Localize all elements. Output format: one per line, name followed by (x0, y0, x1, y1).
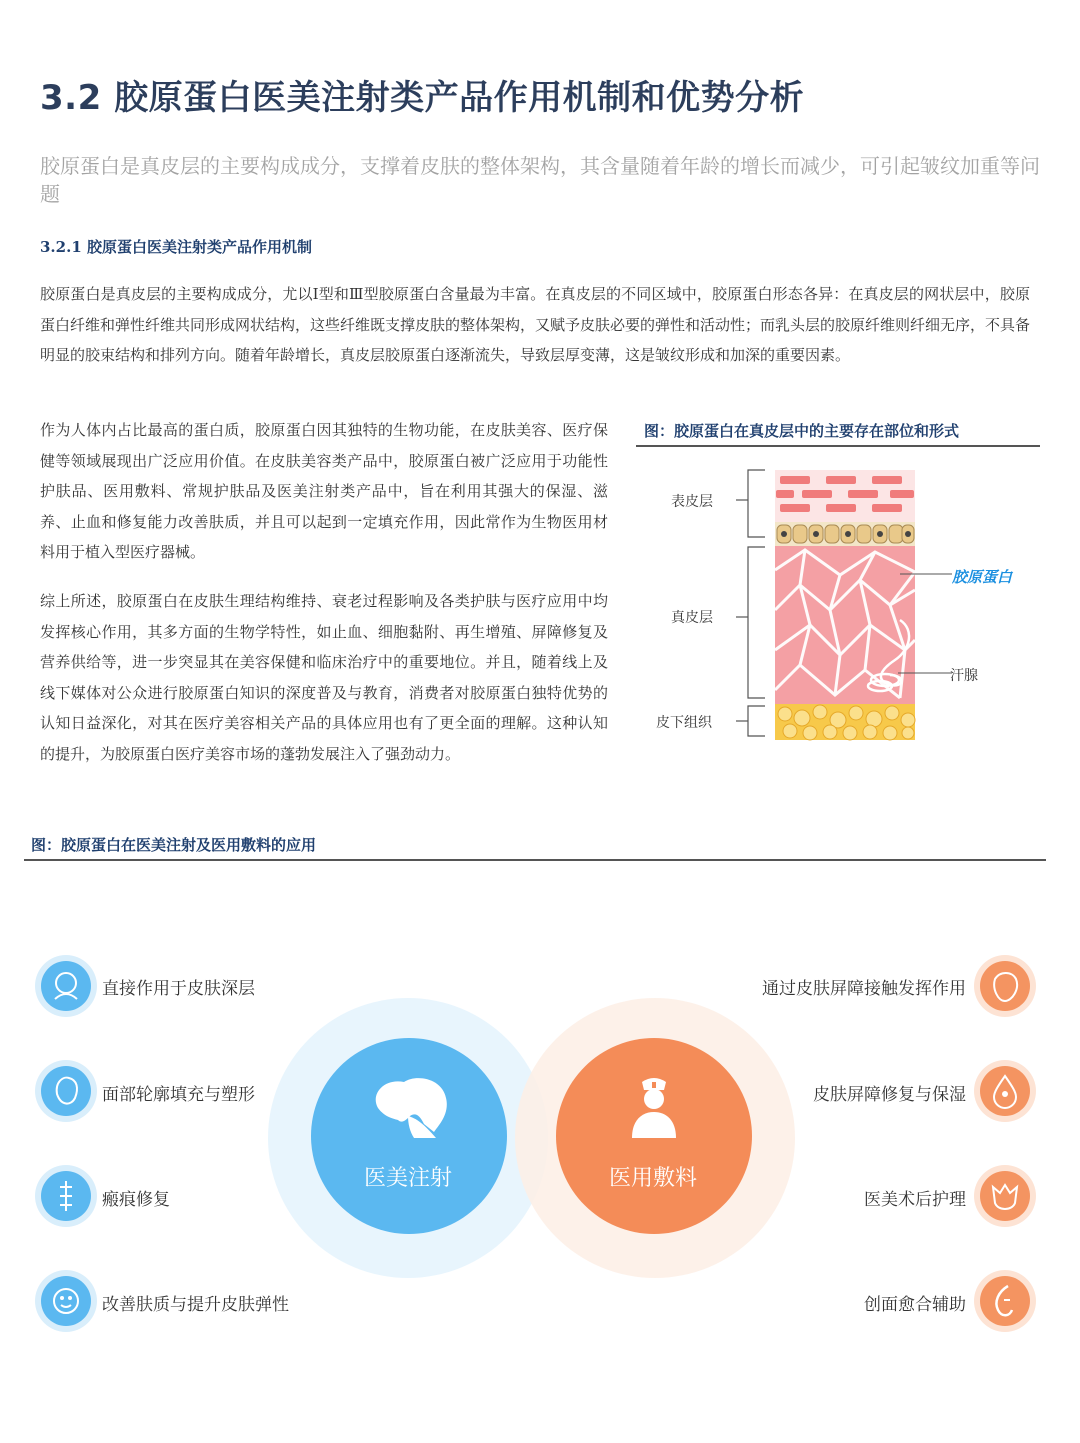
woman-profile-icon (364, 1072, 456, 1142)
right-item-1: 通过皮肤屏障接触发挥作用 (762, 979, 966, 999)
face-mask-icon (980, 961, 1030, 1011)
injection-center-label: 医美注射 (363, 1166, 452, 1191)
right-item-4: 创面愈合辅助 (864, 1295, 966, 1315)
figure1-caption: 图：胶原蛋白在真皮层中的主要存在部位和形式 (644, 422, 960, 440)
label-dermis: 真皮层 (671, 610, 713, 626)
nurse-icon (622, 1072, 686, 1140)
left-item-2: 面部轮廓填充与塑形 (102, 1085, 255, 1105)
figure2-caption: 图：胶原蛋白在医美注射及医用敷料的应用 (31, 836, 317, 854)
wound-care-icon (980, 1276, 1030, 1326)
paragraph-2: 作为人体内占比最高的蛋白质，胶原蛋白因其独特的生物功能，在皮肤美容、医疗保健等领域展现出广泛应用价值。在皮肤美容类产品中，胶原蛋白被广泛应用于功能性护肤品、医用敷料、常规护肤品及医美注射类产品中，旨在利用其强大的保湿、滋养、止血和修复能力改善肤质，并且可以起到一定填充作用，因此常作为生物医用材料用于植入型医疗器械。 (40, 421, 608, 562)
label-collagen: 胶原蛋白 (952, 568, 1013, 586)
skin-texture-icon (41, 1276, 91, 1326)
figure2-rule (24, 859, 1046, 861)
label-sweat-gland: 汗腺 (950, 668, 978, 684)
scar-icon (41, 1171, 91, 1221)
figure1-rule (636, 445, 1040, 447)
lead-text: 胶原蛋白是真皮层的主要构成成分，支撑着皮肤的整体架构，其含量随着年龄的增长而减少，可引起皱纹加重等问题 (40, 154, 1040, 206)
right-item-3: 医美术后护理 (864, 1190, 966, 1210)
paragraph-3: 综上所述，胶原蛋白在皮肤生理结构维持、衰老过程影响及各类护肤与医疗应用中均发挥核心作用，其多方面的生物学特性，如止血、细胞黏附、再生增殖、屏障修复及营养供给等，进一步突显其在美容保健和临床治疗中的重要地位。并且，随着线上及线下媒体对公众进行胶原蛋白知识的深度普及与教育，消费者对胶原蛋白独特优势的认知日益深化，对其在医疗美容相关产品的具体应用也有了更全面的理解。这种认知的提升，为胶原蛋白医疗美容市场的蓬勃发展注入了强劲动力。 (40, 592, 608, 763)
right-item-2: 皮肤屏障修复与保湿 (813, 1085, 966, 1105)
page-title: 3.2 胶原蛋白医美注射类产品作用机制和优势分析 (40, 78, 805, 118)
label-epidermis: 表皮层 (671, 494, 713, 510)
face-contour-icon (41, 1066, 91, 1116)
section-heading: 3.2.1 胶原蛋白医美注射类产品作用机制 (40, 238, 312, 256)
label-subcutis: 皮下组织 (656, 715, 712, 731)
left-item-4: 改善肤质与提升皮肤弹性 (102, 1295, 289, 1315)
shield-drop-icon (980, 1066, 1030, 1116)
skin-diagram (730, 460, 960, 750)
face-touch-icon (41, 961, 91, 1011)
left-item-1: 直接作用于皮肤深层 (102, 979, 255, 999)
dermis-layer (775, 546, 915, 704)
face-care-icon (980, 1171, 1030, 1221)
paragraph-1: 胶原蛋白是真皮层的主要构成成分，尤以Ⅰ型和Ⅲ型胶原蛋白含量最为丰富。在真皮层的不同区域中，胶原蛋白形态各异：在真皮层的网状层中，胶原蛋白纤维和弹性纤维共同形成网状结构，这些纤维既支撑皮肤的整体架构，又赋予皮肤必要的弹性和活动性；而乳头层的胶原纤维则纤细无序，不具备明显的胶束结构和排列方向。随着年龄增长，真皮层胶原蛋白逐渐流失，导致层厚变薄，这是皱纹形成和加深的重要因素。 (40, 285, 1031, 365)
left-item-3: 瘢痕修复 (102, 1190, 170, 1210)
layer-brackets (736, 470, 765, 736)
dressing-center-label: 医用敷料 (608, 1166, 697, 1191)
